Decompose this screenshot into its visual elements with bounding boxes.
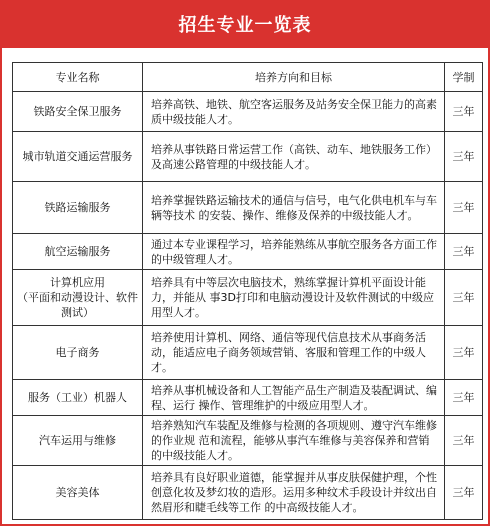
major-name-cell: 铁路安全保卫服务 <box>13 92 143 132</box>
majors-table <box>12 62 483 520</box>
duration-cell: 三年 <box>445 92 483 132</box>
header-major: 专业名称 <box>13 63 143 92</box>
major-name-cell: 航空运输服务 <box>13 234 143 270</box>
table-row <box>13 416 483 466</box>
header-duration: 学制 <box>445 63 483 92</box>
table-row <box>13 92 483 132</box>
table-row <box>13 270 483 326</box>
major-name-cell: 计算机应用 （平面和动漫设计、软件测试） <box>13 270 143 326</box>
duration-cell: 三年 <box>445 234 483 270</box>
table-row <box>13 380 483 416</box>
duration-cell: 三年 <box>445 182 483 234</box>
direction-cell: 培养具有中等层次电脑技术，熟练掌握计算机平面设计能力，并能从 事3D打印和电脑动漫设计及软件测试的中级应用型人才。 <box>143 270 445 326</box>
major-name-cell: 服务（工业）机器人 <box>13 380 143 416</box>
direction-cell: 培养从事铁路日常运营工作（高铁、动车、地铁服务工作）及高速公路管理的中级技能人才。 <box>143 132 445 182</box>
direction-cell: 培养从事机械设备和人工智能产品生产制造及装配调试、编程、运行 操作、管理维护的中级应用型人才。 <box>143 380 445 416</box>
direction-cell: 培养熟知汽车装配及维修与检测的各项规则、遵守汽车维修的作业规 范和流程，能够从事汽车维修与美容保养和营销的中级技能人才。 <box>143 416 445 466</box>
table-row <box>13 466 483 520</box>
duration-cell: 三年 <box>445 380 483 416</box>
page-title-banner <box>2 0 488 48</box>
duration-cell: 三年 <box>445 466 483 520</box>
table-row <box>13 326 483 380</box>
direction-cell: 培养高铁、地铁、航空客运服务及站务安全保卫能力的高素质中级技能人才。 <box>143 92 445 132</box>
duration-cell: 三年 <box>445 326 483 380</box>
table-row <box>13 132 483 182</box>
direction-cell: 培养具有良好职业道德，能掌握并从事皮肤保健护理，个性创意化妆及梦幻妆的造形。运用多种纹术手段设计并纹出自然眉形和睫毛线等工作 的中高级技能人才。 <box>143 466 445 520</box>
major-name-cell: 铁路运输服务 <box>13 182 143 234</box>
duration-cell: 三年 <box>445 132 483 182</box>
header-direction: 培养方向和目标 <box>143 63 445 92</box>
duration-cell: 三年 <box>445 416 483 466</box>
duration-cell: 三年 <box>445 270 483 326</box>
table-header-row <box>13 63 483 92</box>
major-name-cell: 汽车运用与维修 <box>13 416 143 466</box>
direction-cell: 通过本专业课程学习，培养能熟练从事航空服务各方面工作的中级管理人才。 <box>143 234 445 270</box>
major-name-cell: 美容美体 <box>13 466 143 520</box>
table-row <box>13 182 483 234</box>
direction-cell: 培养使用计算机、网络、通信等现代信息技术从事商务活动，能适应电子商务领域营销、客服和管理工作的中级人才。 <box>143 326 445 380</box>
page-title: 招生专业一览表 <box>178 15 312 36</box>
direction-cell: 培养掌握铁路运输技术的通信与信号，电气化供电机车与车辆等技术 的安装、操作、维修及保养的中级技能人才。 <box>143 182 445 234</box>
major-name-cell: 电子商务 <box>13 326 143 380</box>
table-row <box>13 234 483 270</box>
major-name-cell: 城市轨道交通运营服务 <box>13 132 143 182</box>
